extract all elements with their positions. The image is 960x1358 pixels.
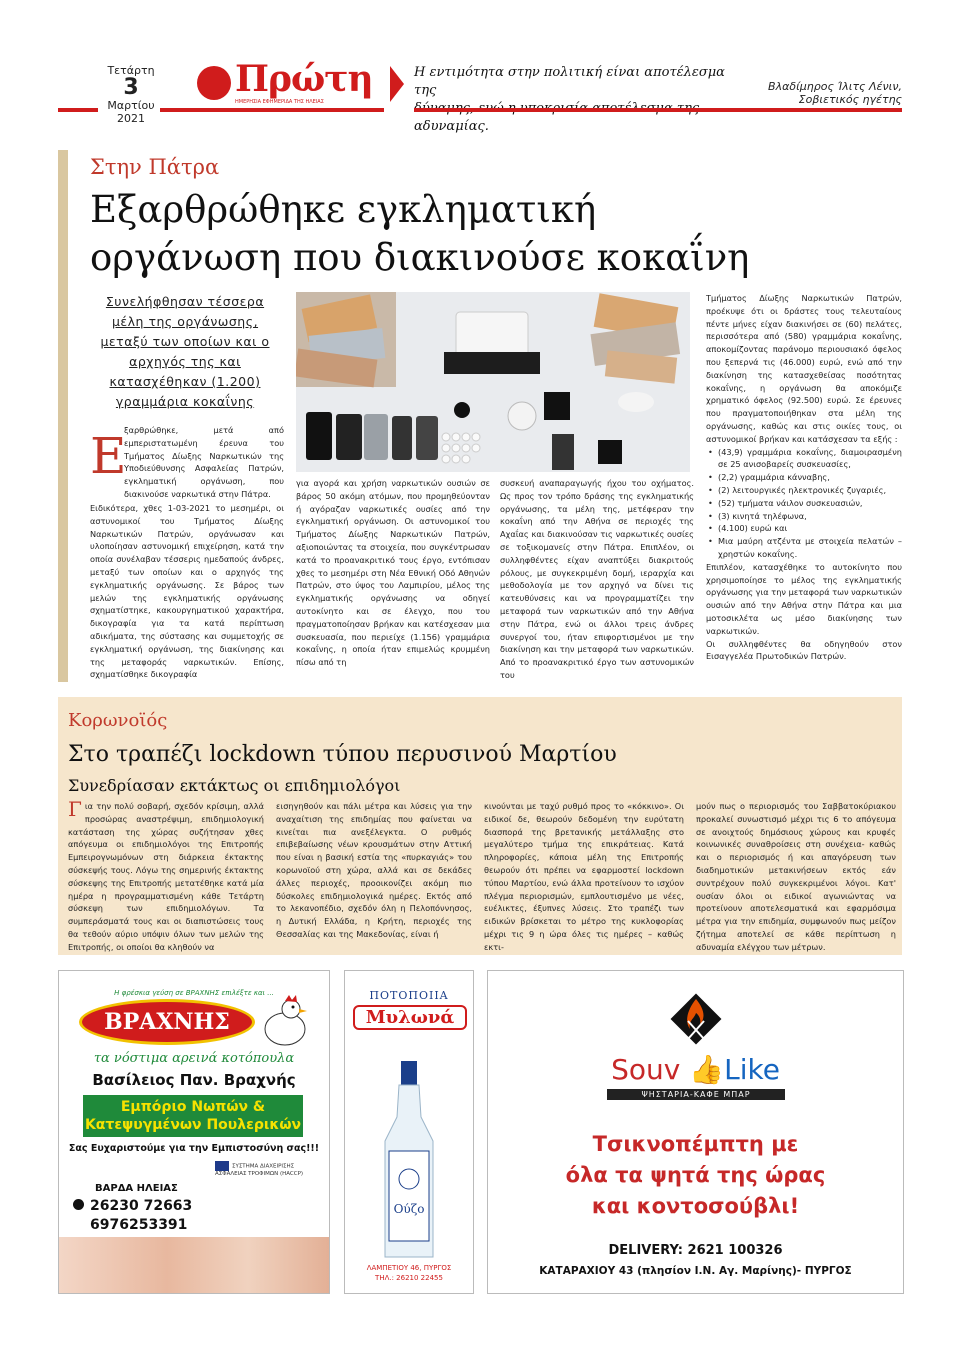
article-text: για αγορά και χρήση ναρκωτικών ουσιών σε βάρος 50 ακόμη ατόμων, που προμηθεύονταν ή αγόραζαν ναρκωτικές ουσίες από την εγκληματική οργάνωση. Οι αστυνομικοί του Τμήματος Δίωξης Ναρκωτικών Πατρών, αξιοποιώντας τα στοιχεία, που συγκέντρωσαν κατά το προανακριτικό τους έργο, εντόπισαν χθες το μεσημέρι στη Νέα Εθνική Οδό Αθηνών Πατρών, στο ύψος του Λαμπιρίου, μέλος της εγκληματικής οργάνωσης να οδηγεί αυτοκίνητο και σε έλεγχο, που του πραγματοποίησαν βρήκαν και κατέσχεσαν μια συσκευασία, που περιείχε (1.156) γραμμάρια κοκαΐνης, η οποία ήταν επιμελώς κρυμμένη πίσω από τη (296, 478, 490, 668)
haccp-text: ΣΥΣΤΗΜΑ ΔΙΑΧΕΙΡΙΣΗΣ ΑΣΦΑΛΕΙΑΣ ΤΡΟΦΙΜΩΝ (HACCP) (215, 1163, 304, 1177)
month: Μαρτίου (107, 99, 155, 112)
ad-tagline: ΨΗΣΤΑΡΙΑ-ΚΑΦΕ ΜΠΑΡ (607, 1089, 785, 1100)
ad-owner: Βασίλειος Παν. Βραχνής (92, 1071, 296, 1089)
article-side-bar (58, 150, 68, 682)
list-item: • (3) κινητά τηλέφωνα, (706, 510, 902, 523)
article-text: εισηγηθούν και πάλι μέτρα και λύσεις για την αναχαίτιση της επιδημίας που φαίνεται να κινείται πια ανεξέλεγκτα. Ο ρυθμός επιβεβαίωσης νέων κρουσμάτων στην Αττική που είναι η βασική εστία της «πυρκαγιάς» του κορωνοϊού στη χώρα, αλλά και σε δεκάδες άλλες περιοχές, προοικονίζει ακόμη πιο δύσκολες επιδημιολογικά ημέρες. Εκτός από το λεκανοπέδιο, σχεδόν όλη η Πελοπόννησος, η Δυτική Ελλάδα, η Κρήτη, περιοχές της Θεσσαλίας και της Μακεδονίας, είναι ή (276, 801, 472, 939)
article-kicker: Στην Πάτρα (90, 155, 220, 179)
article-text-column (706, 292, 902, 663)
article-lead: Συνελήφθησαν τέσσερα μέλη της οργάνωσης, μεταξύ των οποίων και ο αρχηγός της και κατασχέθηκαν (1.200) γραμμάρια κοκαΐνης (100, 294, 270, 409)
logo-subtitle: ΗΜΕΡΗΣΙΑ ΕΦΗΜΕΡΙΔΑ ΤΗΣ ΗΛΕΙΑΣ (235, 99, 324, 105)
quote-line: αδυναμίας. (414, 119, 489, 134)
ad-brand: Μυλωνά (353, 1005, 467, 1030)
article-subheadline: Συνεδρίασαν εκτάκτως οι επιδημιολόγοι (68, 776, 401, 795)
article-headline: Στο τραπέζι lockdown τύπου περυσινού Μαρτίου (68, 742, 617, 767)
headline-line: οργάνωση που διακινούσε κοκαΐνη (90, 236, 750, 279)
masthead-rule-left (58, 108, 98, 112)
newspaper-logo (197, 58, 383, 105)
flame-logo-icon (670, 991, 722, 1059)
ad-vrachnis[interactable] (58, 970, 330, 1294)
bottle-label: Ούζο (393, 1202, 425, 1216)
ad-thanks: Σας Ευχαριστούμε για την Εμπιστοσύνη σας!!! (68, 1143, 320, 1154)
ad-business-type (83, 1095, 303, 1137)
ad-slogan: τα νόστιμα αρεινά κοτόπουλα (93, 1051, 295, 1066)
promo-line: όλα τα ψητά της ώρας (565, 1163, 826, 1187)
mobile-number[interactable]: 6976253391 (90, 1217, 188, 1233)
article-text: ξαρθρώθηκε, μετά από εμπεριστατωμένη έρευνα του Τμήματος Δίωξης Ναρκωτικών της Υποδιεύθυνσης Ασφαλείας Πατρών, εγκληματική οργάνωση, που διακινούσε ναρκωτικά στην Πάτρα. (124, 425, 284, 499)
day-name: Τετάρτη (107, 64, 155, 77)
eu-flag-icon (215, 1161, 229, 1171)
evidence-image (296, 292, 690, 472)
list-item: • (43,9) γραμμάρια κοκαΐνης, διαμοιρασμένη σε 25 ανισοβαρείς συσκευασίες, (706, 446, 902, 472)
haccp-badge (215, 1161, 315, 1178)
chicken-products-image (59, 1237, 329, 1293)
day-number: 3 (123, 75, 139, 100)
phone-icon (73, 1199, 84, 1210)
article-text-body: ια την πολύ σοβαρή, σχεδόν κρίσιμη, αλλά προσώρας αναστρέψιμη, επιδημιολογική κατάσταση της χώρας συζήτησαν χθες απόγευμα οι επιδημιολόγοι της Επιτροπής Εμπειρογνωμόνων στη διάρκεια έκτακτης σύσκεψής τους. Λόγω της σημερινής έκτακτης σύσκεψης της Επιτροπής μετατέθηκε κατά μία ημέρα η προγραμματισμένη κάθε Τετάρτη σύσκεψη των επιδημιολόγων. Τα συμπεράσματά τους και οι διαπιστώσεις τους θα τεθούν αύριο υπόψιν όλων των μελών της Επιτροπής, οι οποίοι θα κληθούν να (68, 801, 264, 952)
ad-contact (345, 1263, 473, 1283)
ad-souvlike[interactable] (487, 970, 904, 1294)
ad-address: ΚΑΤΑΡΑΧΙΟΥ 43 (πλησίον Ι.Ν. Αγ. Μαρίνης)- ΠΥΡΓΟΣ (539, 1265, 852, 1277)
phone-number[interactable]: 26230 72663 (90, 1198, 193, 1214)
ouzo-bottle-icon (377, 1061, 441, 1261)
quote-line: Η εντιμότητα στην πολιτική είναι αποτέλεσμα της (414, 65, 725, 98)
author-role: Σοβιετικός ηγέτης (798, 93, 902, 106)
promo-line: και κοντοσούβλι! (591, 1194, 800, 1218)
article-kicker: Κορωνοϊός (68, 710, 168, 731)
article-text: Τμήματος Δίωξης Ναρκωτικών Πατρών, προέκυψε ότι οι δράστες τους τελευταίους πέντε μήνες είχαν διακινήσει σε (60) πελάτες, περισσότερα από (580) γραμμάρια κοκαΐνης, αποκομίζοντας παράνομο περιουσιακό όφελος που ξεπερνά τις (46.000) ευρώ, ενώ από την διακίνηση της κατασχεθείσας ποσότητας κοκαΐνης, η οργάνωση θα αποκόμιζε χρηματικό όφελος (92.500) ευρώ. Σε έρευνες που πραγματοποιήθηκαν στα μέλη της οργάνωσης, καθώς και στις οικίες τους, οι αστυνομικοί βρήκαν και κατάσχεσαν τα εξής : (706, 293, 902, 444)
article-text: Οι συλληφθέντες θα οδηγηθούν στον Εισαγγελέα Πρωτοδικών Πατρών. (706, 638, 902, 662)
thumbs-up-icon: 👍 (689, 1053, 725, 1086)
article-headline (90, 186, 850, 282)
brand-part: Souv (611, 1053, 681, 1086)
ad-business-line: Κατεψυγμένων Πουλερικών (84, 1117, 302, 1133)
ad-brand (488, 1053, 903, 1086)
masthead-rule-right (414, 108, 902, 112)
ad-mylona[interactable] (344, 970, 474, 1294)
article-text: μούν πως ο περιορισμός του Σαββατοκύριακου προκαλεί συνωστισμό μέχρι τις 6 το απόγευμα σε ανοιχτούς δημόσιους χώρους και κρυφές κοινωνικές συναθροίσεις στη συνέχεια- καθώς και ο περιορισμός ή και απαγόρευση των διαδημοτικών μετακινήσεων εκτός εάν συντρέχουν πολύ συγκεκριμένοι λόγοι. Κατ' ουσίαν όλοι οι ειδικοί αγωνιώντας να προτείνουν αποτελεσματικά και εφαρμόσιμα μέτρα για την επιδημία, συμφωνούν πως μείζον ζήτημα αποτελεί σε κάθε περίπτωση η αδυναμία ελέγχου των μέτρων. (696, 801, 896, 952)
list-item: • (52) τμήματα νάιλον συσκευασιών, (706, 497, 902, 510)
ad-business-line: Εμπόριο Νωπών & (120, 1099, 266, 1115)
year: 2021 (117, 112, 145, 125)
ad-phones (73, 1197, 192, 1235)
list-item: • (2) λειτουργικές ηλεκτρονικές ζυγαριές, (706, 484, 902, 497)
ad-tagline: Η φρέσκια γεύση σε ΒΡΑΧΝΗΣ επιλέξτε και ... (114, 989, 274, 997)
ad-brand: ΒΡΑΧΝΗΣ (79, 999, 255, 1045)
quote-of-day (414, 64, 734, 136)
delivery-phone[interactable]: DELIVERY: 2621 100326 (608, 1243, 783, 1258)
article-text: Επιπλέον, κατασχέθηκε το αυτοκίνητο που χρησιμοποίησε το μέλος της εγκληματικής οργάνωσης για την μεταφορά των ναρκωτικών ουσιών από την Αθήνα στην Πάτρα και μια μοτοσικλέτα ως μέσο διακίνησης των ναρκωτικών. (706, 561, 902, 636)
author-name: Βλαδίμηρος Ίλιτς Λένιν, (768, 80, 902, 93)
ad-category: ΠΟΤΟΠΟΙΙΑ (369, 989, 449, 1002)
brand-part: Like (724, 1053, 780, 1086)
drop-cap: Ε (90, 427, 127, 485)
list-item: • Μια μαύρη ατζέντα με στοιχεία πελατών – χρηστών κοκαΐνης. (706, 535, 902, 561)
list-item: • (4.100) ευρώ και (706, 522, 902, 535)
list-item: • (2,2) γραμμάρια κάνναβης, (706, 471, 902, 484)
rooster-icon (255, 993, 313, 1049)
quote-arrow-icon (390, 66, 404, 102)
quote-author (736, 80, 902, 106)
article-text: συσκευή αναπαραγωγής ήχου του οχήματος. Ως προς τον τρόπο δράσης της εγκληματικής οργάνωσης, τα μέλη της, μετέφεραν την κοκαΐνη από την Αθήνα σε περιοχές της Αχαΐας και διακινούσαν τις ναρκωτικές ουσίες σε τοξικομανείς στην Πάτρα. Επιπλέον, οι συλληφθέντες είχαν αναπτύξει διακριτούς ρόλους, με συγκεκριμένη δομή, ιεραρχία και μεθοδολογία με τον αρχηγό να δίνει τις κατευθύνσεις και να προγραμματίζει την μεταφορά των ναρκωτικών από την Αθήνα στην Πάτρα, ενώ οι άλλοι τρεις άνδρες συνεργοί του, ήταν επιφορτισμένοι με την διακίνηση και την μεταφορά των ναρκωτικών. Από το προανακριτικό έργο των αστυνομικών του (500, 478, 694, 680)
logo-text: Πρώτη (235, 58, 373, 100)
issue-date (100, 64, 162, 125)
ad-address: ΛΑΜΠΕΤΙΟΥ 46, ΠΥΡΓΟΣ (366, 1264, 452, 1272)
promo-line: Τσικνοπέμπτη με (592, 1132, 799, 1156)
article-text (68, 797, 264, 954)
logo-emblem-icon (197, 66, 231, 100)
phone-number[interactable]: ΤΗΛ.: 26210 22455 (375, 1274, 443, 1282)
masthead-rule (160, 108, 384, 112)
seized-items-list (706, 446, 902, 561)
article-text: κινούνται με ταχύ ρυθμό προς το «κόκκινο». Οι ειδικοί δε, θεωρούν δεδομένη την ευρύτατη διασπορά της βρετανικής μετάλλαξης στο μεγαλύτερο τμήμα της επικράτειας. Κατά πληροφορίες, κάποια μέλη της Επιτροπής θεωρούν ότι πρέπει να εφαρμοστεί lockdown τύπου Μαρτίου, ενώ άλλα προτείνουν το ισχύον πλέγμα περιορισμών, εμπλουτισμένο με νέες, ευέλικτες, έξυπνες λύσεις. Στο τραπέζι των ειδικών βρίσκεται το μέτρο της κυκλοφορίας μέχρι τις 9 η ώρα όλες τις ημέρες – καθώς εκτι- (484, 801, 684, 952)
ad-address: ΒΑΡΔΑ ΗΛΕΙΑΣ (95, 1183, 178, 1194)
headline-line: Εξαρθρώθηκε εγκληματική (90, 188, 597, 231)
seized-items-photo (296, 292, 690, 472)
article-text: Ειδικότερα, χθες 1-03-2021 το μεσημέρι, οι αστυνομικοί του Τμήματος Δίωξης Ναρκωτικών Πατρών, οργάνωσαν και υλοποίησαν αστυνομική επιχείρηση, κατά την οποία συνέλαβαν τέσσερις ημεδαπούς άνδρες, μεταξύ των οποίων και ο αρχηγός της εγκληματικής οργάνωσης. Σε βάρος των μελών της εγκληματικής οργάνωσης σχηματίστηκε, κακουργηματικού χαρακτήρα, δικογραφία για τα κατά περίπτωση αδικήματα, της σύστασης και συμμετοχής σε εγκληματική οργάνωση, της διακίνησης και της μεταφοράς ναρκωτικών. Επίσης, σχηματίσθηκε δικογραφία (90, 503, 284, 680)
drop-cap: Γ (68, 797, 82, 821)
ad-promo (488, 1129, 903, 1222)
